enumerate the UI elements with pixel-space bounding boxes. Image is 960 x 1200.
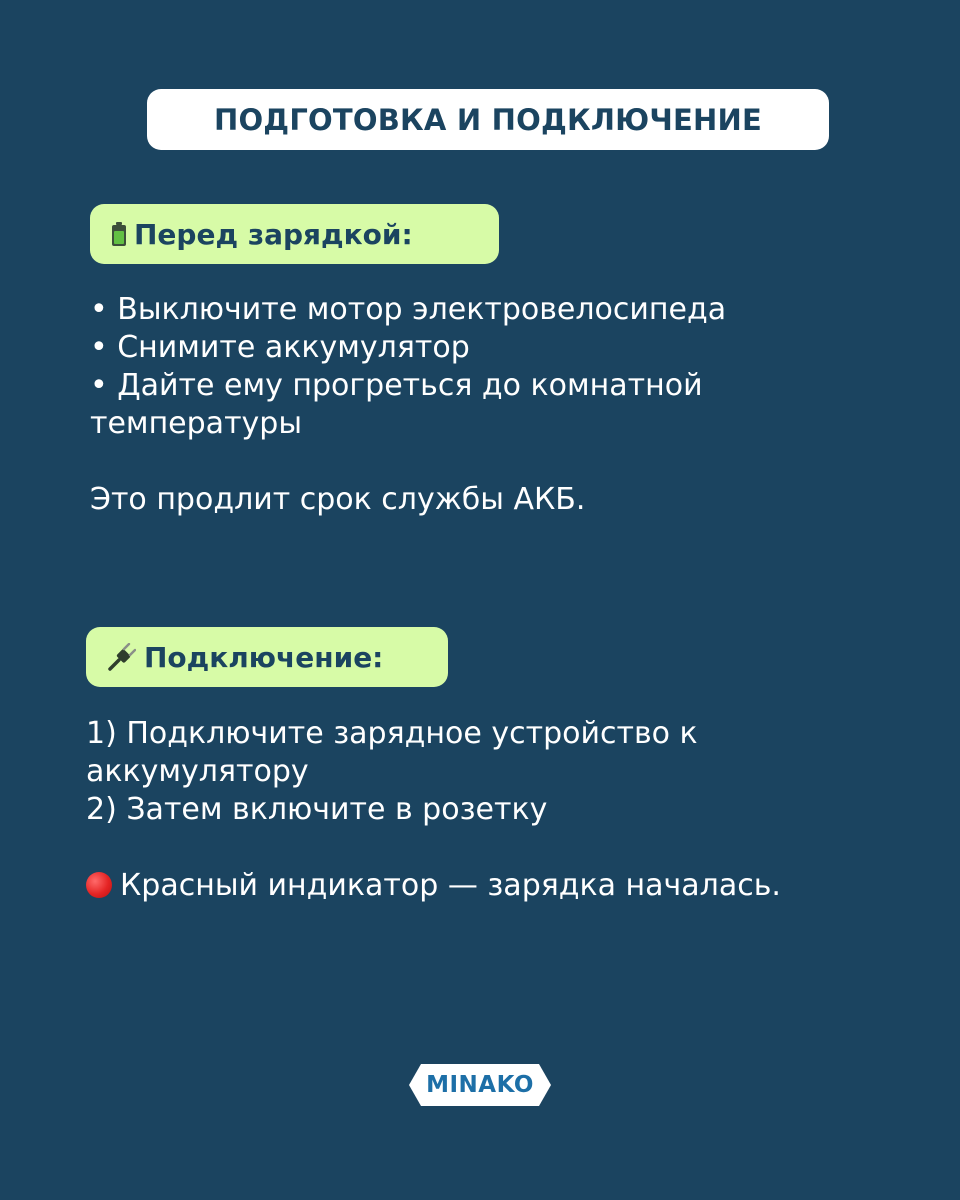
instruction-line: температуры: [90, 406, 303, 441]
instruction-line: 1) Подключите зарядное устройство к: [86, 716, 698, 751]
red-circle-icon: [86, 872, 112, 898]
plug-icon: [108, 643, 136, 671]
connection-instructions: [86, 715, 781, 905]
section-heading-connection: [86, 627, 448, 687]
instruction-line: • Выключите мотор электровелосипеда: [90, 292, 727, 327]
indicator-note-text: Красный индикатор — зарядка началась.: [120, 868, 781, 903]
instruction-line: 2) Затем включите в розетку: [86, 792, 548, 827]
title-banner: [147, 89, 829, 150]
instruction-line: аккумулятору: [86, 754, 309, 789]
instruction-note: Это продлит срок службы АКБ.: [90, 482, 586, 517]
instruction-line: • Снимите аккумулятор: [90, 330, 470, 365]
section-heading-label: Перед зарядкой:: [134, 217, 413, 251]
before-charging-instructions: [90, 291, 726, 519]
brand-logo-text: MINAKO: [426, 1072, 534, 1098]
indicator-note: [86, 867, 781, 905]
battery-icon: [112, 222, 126, 246]
instruction-line: • Дайте ему прогреться до комнатной: [90, 368, 703, 403]
page-title: ПОДГОТОВКА И ПОДКЛЮЧЕНИЕ: [213, 102, 762, 137]
section-heading-before-charging: [90, 204, 499, 264]
section-heading-label: Подключение:: [144, 640, 384, 674]
brand-logo: [409, 1064, 551, 1106]
